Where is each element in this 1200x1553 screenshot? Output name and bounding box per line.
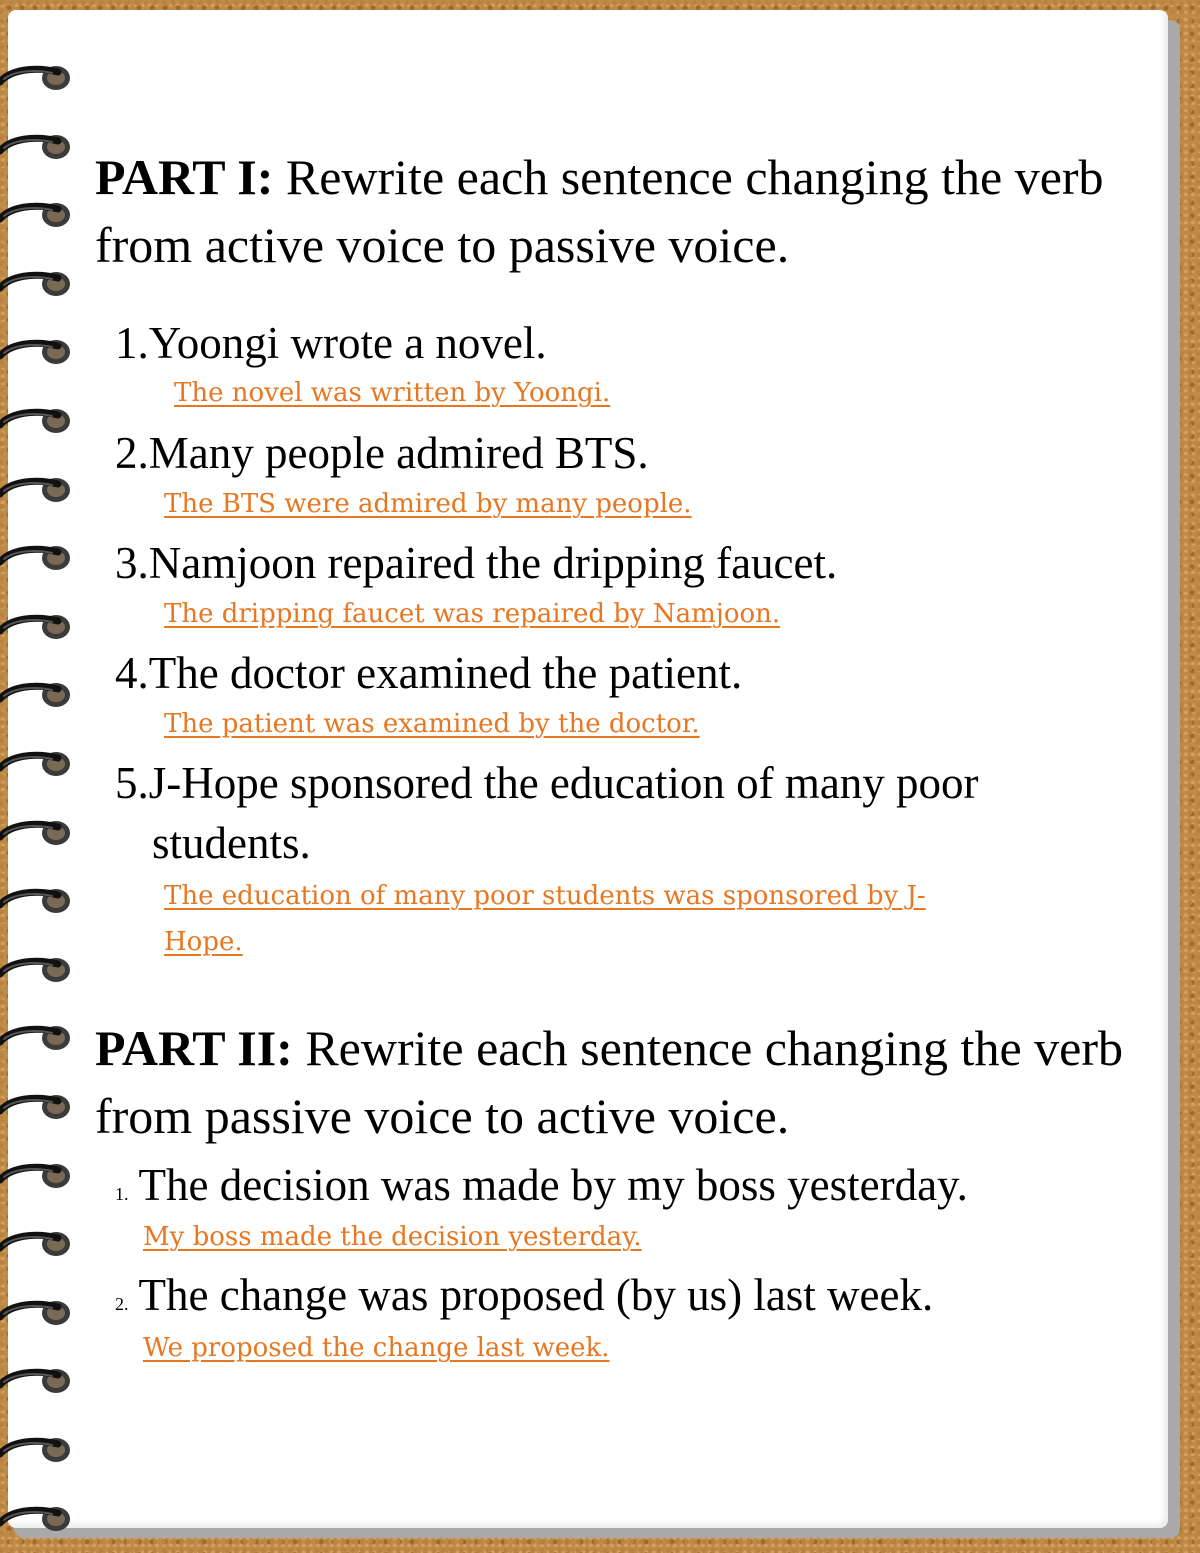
part1-answer-5-continued: Hope. — [164, 927, 243, 957]
part1-answer-1: The novel was written by Yoongi. — [174, 378, 611, 408]
part1-question-5-continued: students. — [152, 818, 311, 868]
part1-label: PART I: — [95, 149, 274, 205]
part1-answer-2: The BTS were admired by many people. — [164, 489, 692, 519]
part1-question-3: 3.Namjoon repaired the dripping faucet. — [115, 538, 838, 588]
part1-question-5: 5.J-Hope sponsored the education of many poor — [115, 758, 979, 808]
part1-answer-5: The education of many poor students was sponsored by J- — [164, 881, 926, 911]
part1-question-2: 2.Many people admired BTS. — [115, 428, 649, 478]
part1-heading — [95, 143, 1135, 279]
part1-question-1: 1.Yoongi wrote a novel. — [115, 318, 547, 368]
part2-answer-2: We proposed the change last week. — [143, 1333, 610, 1363]
part1-question-4: 4.The doctor examined the patient. — [115, 648, 743, 698]
part2-question-1: 1. The decision was made by my boss yesterday. — [115, 1160, 968, 1210]
part2-question-2: 2. The change was proposed (by us) last week. — [115, 1270, 934, 1320]
part1-answer-4: The patient was examined by the doctor. — [164, 709, 700, 739]
part2-instruction: Rewrite each sentence changing the verb from passive voice to active voice. — [95, 1020, 1123, 1144]
part2-heading — [95, 1014, 1135, 1150]
part1-instruction: Rewrite each sentence changing the verb from active voice to passive voice. — [95, 149, 1104, 273]
part2-answer-1: My boss made the decision yesterday. — [143, 1222, 642, 1252]
part2-label: PART II: — [95, 1020, 293, 1076]
part1-answer-3: The dripping faucet was repaired by Namjoon. — [164, 599, 781, 629]
